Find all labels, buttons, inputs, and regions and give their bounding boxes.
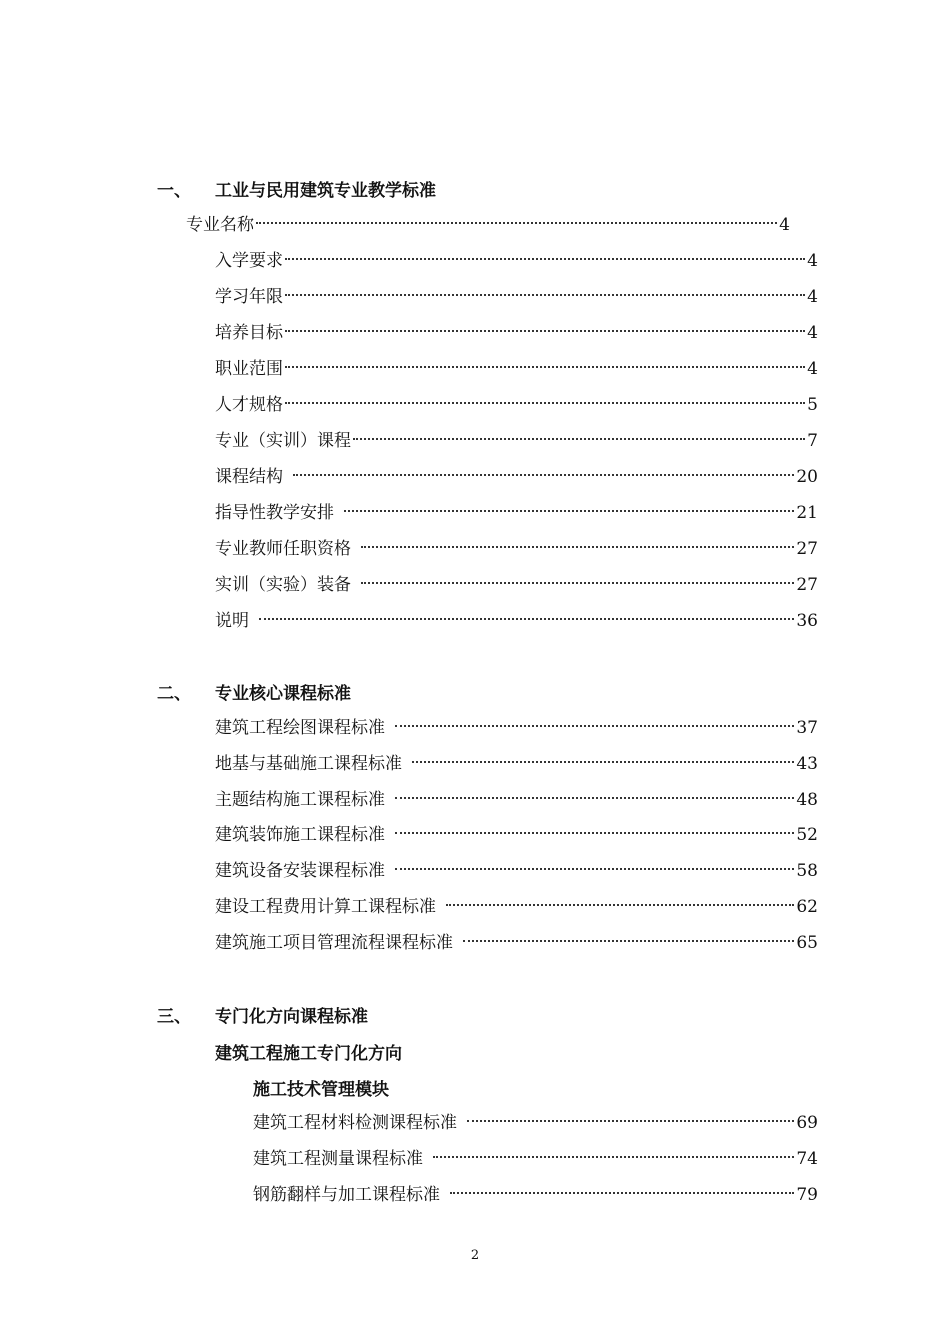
toc-entry-page: 7 xyxy=(807,431,818,451)
toc-entry-label: 职业范围 xyxy=(215,359,283,379)
toc-entry[interactable] xyxy=(215,609,818,633)
section-heading-3 xyxy=(157,1002,368,1026)
toc-entry-page: 27 xyxy=(796,539,818,559)
toc-entry-label: 学习年限 xyxy=(215,287,283,307)
toc-entry-page: 79 xyxy=(796,1185,818,1205)
toc-entry-page: 4 xyxy=(807,287,818,307)
toc-entry-page: 74 xyxy=(796,1149,818,1169)
toc-entry[interactable] xyxy=(215,788,818,812)
toc-entry[interactable] xyxy=(215,249,818,273)
dot-leader xyxy=(344,510,794,512)
toc-entry[interactable] xyxy=(215,465,818,489)
dot-leader xyxy=(361,582,794,584)
section-number: 一、 xyxy=(157,181,191,201)
toc-entry[interactable] xyxy=(215,393,818,417)
toc-entry-page: 62 xyxy=(796,897,818,917)
section-title: 专业核心课程标准 xyxy=(215,684,351,704)
toc-entry[interactable] xyxy=(253,1183,818,1207)
toc-entry-page: 20 xyxy=(796,467,818,487)
toc-entry-label: 主题结构施工课程标准 xyxy=(215,790,385,810)
toc-entry[interactable] xyxy=(215,931,818,955)
dot-leader xyxy=(285,402,805,404)
toc-entry-page: 58 xyxy=(796,861,818,881)
toc-entry-label: 专业名称 xyxy=(186,215,254,235)
dot-leader xyxy=(259,618,794,620)
toc-entry[interactable] xyxy=(215,357,818,381)
toc-entry-label: 建筑工程测量课程标准 xyxy=(253,1149,423,1169)
toc-entry-label: 人才规格 xyxy=(215,395,283,415)
toc-entry[interactable] xyxy=(215,501,818,525)
toc-entry-page: 69 xyxy=(796,1113,818,1133)
dot-leader xyxy=(293,474,794,476)
toc-entry-label: 建设工程费用计算工课程标准 xyxy=(215,897,436,917)
toc-entry[interactable] xyxy=(215,752,818,776)
dot-leader xyxy=(353,438,805,440)
toc-entry-label: 专业教师任职资格 xyxy=(215,539,351,559)
toc-entry-label: 建筑设备安装课程标准 xyxy=(215,861,385,881)
dot-leader xyxy=(285,366,805,368)
toc-entry-label: 培养目标 xyxy=(215,323,283,343)
toc-entry[interactable] xyxy=(215,823,818,847)
section-title: 工业与民用建筑专业教学标准 xyxy=(215,181,436,201)
toc-entry-page: 4 xyxy=(807,251,818,271)
dot-leader xyxy=(395,797,794,799)
toc-entry-label: 建筑工程绘图课程标准 xyxy=(215,718,385,738)
dot-leader xyxy=(450,1192,794,1194)
toc-entry[interactable] xyxy=(253,1147,818,1171)
dot-leader xyxy=(433,1156,794,1158)
section-heading-2 xyxy=(157,679,351,703)
toc-entry-page: 4 xyxy=(779,215,790,235)
toc-entry[interactable] xyxy=(186,213,790,237)
dot-leader xyxy=(361,546,794,548)
section-number: 三、 xyxy=(157,1007,191,1027)
toc-entry[interactable] xyxy=(215,537,818,561)
dot-leader xyxy=(285,330,805,332)
toc-entry-label: 地基与基础施工课程标准 xyxy=(215,754,402,774)
toc-entry[interactable] xyxy=(215,321,818,345)
toc-entry-page: 27 xyxy=(796,575,818,595)
dot-leader xyxy=(395,725,794,727)
subsection-heading: 建筑工程施工专门化方向 xyxy=(215,1044,402,1064)
section-title: 专门化方向课程标准 xyxy=(215,1007,368,1027)
toc-entry-label: 指导性教学安排 xyxy=(215,503,334,523)
toc-entry[interactable] xyxy=(215,859,818,883)
toc-entry-page: 52 xyxy=(796,825,818,845)
toc-entry[interactable] xyxy=(253,1111,818,1135)
toc-entry-label: 建筑施工项目管理流程课程标准 xyxy=(215,933,453,953)
toc-entry-page: 65 xyxy=(796,933,818,953)
dot-leader xyxy=(256,222,777,224)
toc-entry[interactable] xyxy=(215,429,818,453)
toc-entry-page: 48 xyxy=(796,790,818,810)
dot-leader xyxy=(285,258,805,260)
toc-entry[interactable] xyxy=(215,895,818,919)
section-heading-1 xyxy=(157,176,436,200)
toc-entry-label: 说明 xyxy=(215,611,249,631)
dot-leader xyxy=(412,761,794,763)
toc-entry-label: 建筑工程材料检测课程标准 xyxy=(253,1113,457,1133)
toc-entry[interactable] xyxy=(215,716,818,740)
toc-entry-label: 建筑装饰施工课程标准 xyxy=(215,825,385,845)
module-heading: 施工技术管理模块 xyxy=(253,1080,389,1100)
toc-entry-label: 钢筋翻样与加工课程标准 xyxy=(253,1185,440,1205)
toc-entry-page: 43 xyxy=(796,754,818,774)
toc-entry-label: 实训（实验）装备 xyxy=(215,575,351,595)
dot-leader xyxy=(467,1120,794,1122)
toc-entry-page: 5 xyxy=(807,395,818,415)
toc-entry[interactable] xyxy=(215,573,818,597)
toc-entry-page: 4 xyxy=(807,323,818,343)
dot-leader xyxy=(395,832,794,834)
toc-entry-label: 专业（实训）课程 xyxy=(215,431,351,451)
toc-entry-page: 4 xyxy=(807,359,818,379)
dot-leader xyxy=(285,294,805,296)
toc-entry-page: 37 xyxy=(796,718,818,738)
toc-entry-label: 课程结构 xyxy=(215,467,283,487)
toc-entry-page: 36 xyxy=(796,611,818,631)
section-number: 二、 xyxy=(157,684,191,704)
toc-entry-label: 入学要求 xyxy=(215,251,283,271)
dot-leader xyxy=(463,940,794,942)
toc-entry-page: 21 xyxy=(796,503,818,523)
dot-leader xyxy=(446,904,794,906)
page-number: 2 xyxy=(470,1248,480,1263)
toc-entry[interactable] xyxy=(215,285,818,309)
dot-leader xyxy=(395,868,794,870)
